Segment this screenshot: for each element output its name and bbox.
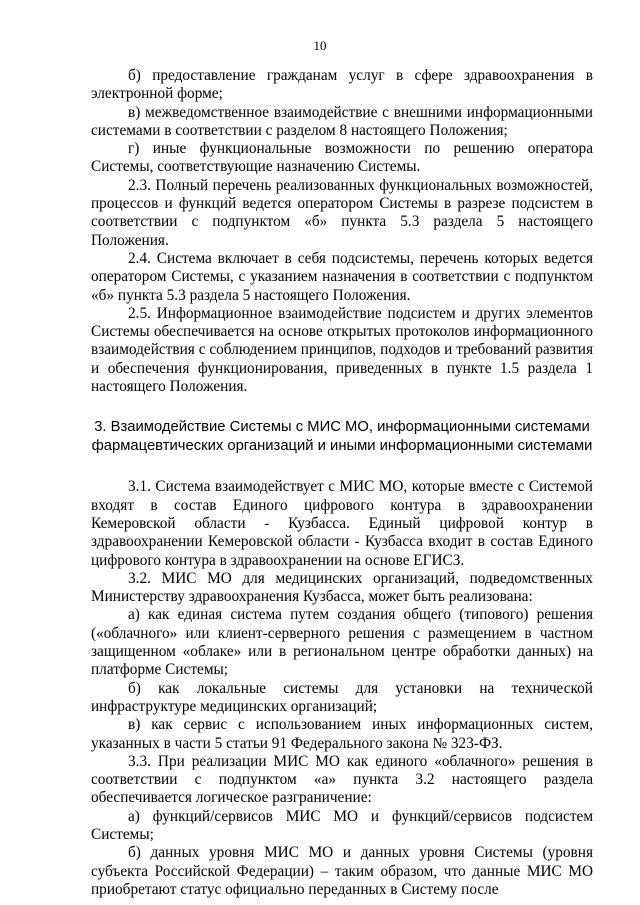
page-number: 10 [313,38,327,53]
section-heading-line-2: фармацевтических организаций и иными информационными системами [91,438,593,455]
section-3-heading [91,418,593,456]
paragraph-3-2: 3.2. МИС МО для медицинских организаций, подведомственных Министерству здравоохранения Кузбасса, может быть реализована: [91,569,593,606]
paragraph-3-2-a: а) как единая система путем создания общего (типового) решения («облачного» или клиент-серверного решения с размещением в частном защищенном «облаке» или в региональном центре обработки данных) на платформе Системы; [91,606,593,679]
paragraph-2-5: 2.5. Информационное взаимодействие подсистем и других элементов Системы обеспечивается на основе открытых протоколов информационного взаимодействия с соблюдением принципов, подходов и требований развития и обеспечения функционирования, приведенных в пункте 1.5 раздела 1 настоящего Положения. [91,304,593,396]
paragraph-3-3-a: а) функций/сервисов МИС МО и функций/сервисов подсистем Системы; [91,807,593,843]
paragraph-3-2-v: в) как сервис с использованием иных информационных систем, указанных в части 5 статьи 91 Федерального закона № 323-ФЗ. [91,716,593,752]
paragraph-2-2-v: в) межведомственное взаимодействие с внешними информационными системами в соответствии с разделом 8 настоящего Положения; [91,103,593,139]
paragraph-3-3-b: б) данных уровня МИС МО и данных уровня Системы (уровня субъекта Российской Федерации) – таким образом, что данные МИС МО приобретают статус официально переданных в Систему после [91,844,593,898]
paragraph-2-2-g: г) иные функциональные возможности по решению оператора Системы, соответствующие назначению Системы. [91,140,593,176]
paragraph-3-3: 3.3. При реализации МИС МО как единого «облачного» решения в соответствии с подпунктом «а» пункта 3.2 настоящего раздела обеспечивается логическое разграничение: [91,752,593,807]
paragraph-2-4: 2.4. Система включает в себя подсистемы, перечень которых ведется оператором Системы, с указанием назначения в соответствии с подпунктом «б» пункта 5.3 раздела 5 настоящего Положения. [91,249,593,304]
paragraph-3-1: 3.1. Система взаимодействует с МИС МО, которые вместе с Системой входят в состав Единого цифрового контура в здравоохранении Кемеровской области - Кузбасса. Единый цифровой контур в здравоохранении Кемеровской области - Кузбасса входит в состав Единого цифрового контура в здравоохранении на основе ЕГИСЗ. [91,478,593,569]
section-heading-line-1: 3. Взаимодействие Системы с МИС МО, информационными системами [94,419,590,436]
document-body [91,67,593,899]
paragraph-2-3: 2.3. Полный перечень реализованных функциональных возможностей, процессов и функций ведется оператором Системы в разрезе подсистем в соответствии с подпунктом «б» пункта 5.3 раздела 5 настоящего Положения. [91,176,593,249]
paragraph-3-2-b: б) как локальные системы для установки на технической инфраструктуре медицинских организаций; [91,679,593,715]
paragraph-2-2-b: б) предоставление гражданам услуг в сфере здравоохранения в электронной форме; [91,67,593,103]
